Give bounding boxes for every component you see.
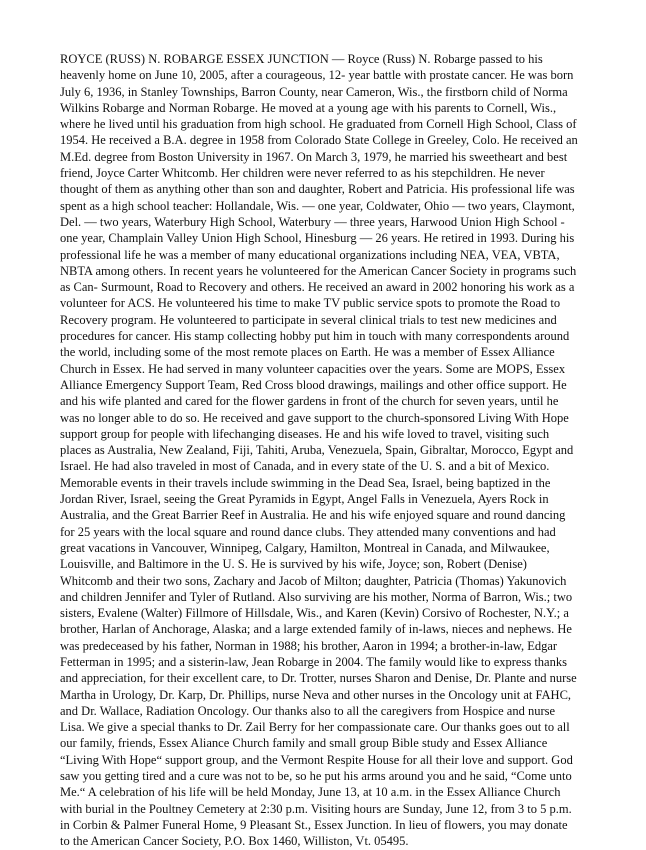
obituary-line: 1954. He received a B.A. degree in 1958 from Colorado State College in Greeley, Colo. He received an <box>60 133 578 148</box>
obituary-line: sisters, Evalene (Walter) Fillmore of Hillsdale, Wis., and Karen (Kevin) Corsivo of Rochester, N.Y.; a <box>60 606 569 621</box>
obituary-line: M.Ed. degree from Boston University in 1967. On March 3, 1979, he married his sweetheart and best <box>60 149 568 164</box>
obituary-line: places as Australia, New Zealand, Fiji, Tahiti, Aruba, Venezuela, Spain, Gibraltar, Morocco, Egypt and <box>60 443 574 458</box>
obituary-line: NBTA among others. In recent years he volunteered for the American Cancer Society in programs such <box>60 263 577 278</box>
obituary-line: Alliance Emergency Support Team, Red Cross blood drawings, mailings and other office support. He <box>60 377 567 392</box>
obituary-line: support group for people with lifechanging diseases. He and his wife loved to travel, visiting such <box>60 426 550 441</box>
obituary-line: and Dr. Wallace, Radiation Oncology. Our thanks also to all the caregivers from Hospice and nurse <box>60 703 556 718</box>
obituary-text <box>60 51 620 850</box>
obituary-line: July 6, 1936, in Stanley Townships, Barron County, near Cameron, Wis., the firstborn child of Norma <box>60 84 568 99</box>
obituary-line: procedures for cancer. His stamp collecting hobby put him in touch with many correspondents around <box>60 329 570 344</box>
obituary-line: Memorable events in their travels include swimming in the Dead Sea, Israel, being baptized in the <box>60 475 551 490</box>
obituary-line: where he lived until his graduation from high school. He graduated from Cornell High School, Class of <box>60 117 577 132</box>
obituary-line: and his wife planted and cared for the flower gardens in front of the church for seven years, until he <box>60 394 559 409</box>
obituary-line: volunteer for ACS. He volunteered his time to make TV public service spots to promote the Road to <box>60 296 561 311</box>
obituary-line: Church in Essex. He had served in many volunteer capacities over the years. Some are MOPS, Essex <box>60 361 566 376</box>
obituary-line: one year, Champlain Valley Union High School, Hinesburg — 26 years. He retired in 1993. During his <box>60 231 575 246</box>
obituary-line: was no longer able to do so. He received and gave support to the church-sponsored Living With Hope <box>60 410 569 425</box>
obituary-line: Wilkins Robarge and Norman Robarge. He moved at a young age with his parents to Cornell, Wis., <box>60 100 557 115</box>
obituary-line: Lisa. We give a special thanks to Dr. Zail Berry for her compassionate care. Our thanks goes out to all <box>60 720 570 735</box>
obituary-line: and children Jennifer and Tyler of Rutland. Also surviving are his mother, Norma of Barron, Wis.; two <box>60 589 573 604</box>
obituary-line: Fetterman in 1995; and a sisterin-law, Jean Robarge in 2004. The family would like to express thanks <box>60 654 567 669</box>
obituary-line: the world, including some of the most remote places on Earth. He was a member of Essex Alliance <box>60 345 555 360</box>
obituary-line: Australia, and the Great Barrier Reef in Australia. He and his wife enjoyed square and round dancing <box>60 508 566 523</box>
obituary-line: for 25 years with the local square and round dance clubs. They attended many conventions and had <box>60 524 556 539</box>
obituary-line: “Living With Hope“ support group, and the Vermont Respite House for all their love and support. God <box>60 752 573 767</box>
obituary-line: to the American Cancer Society, P.O. Box 1460, Williston, Vt. 05495. <box>60 834 409 849</box>
obituary-line: Del. — two years, Waterbury High School, Waterbury — three years, Harwood Union High School - <box>60 214 565 229</box>
obituary-line: Israel. He had also traveled in most of Canada, and in every state of the U. S. and a bit of Mexico. <box>60 459 550 474</box>
obituary-line: Me.“ A celebration of his life will be held Monday, June 13, at 10 a.m. in the Essex Alliance Church <box>60 785 561 800</box>
obituary-line: friend, Joyce Carter Whitcomb. Her children were never referred to as his stepchildren. He never <box>60 166 545 181</box>
obituary-line: Jordan River, Israel, seeing the Great Pyramids in Egypt, Angel Falls in Venezuela, Ayers Rock in <box>60 492 549 507</box>
obituary-line: with burial in the Poultney Cemetery at 2:30 p.m. Visiting hours are Sunday, June 12, from 3 to 5 p.m. <box>60 801 572 816</box>
obituary-line: Recovery program. He volunteered to participate in several clinical trials to test new medicines and <box>60 312 557 327</box>
obituary-line: Whitcomb and their two sons, Zachary and Jacob of Milton; daughter, Patricia (Thomas) Yakunovich <box>60 573 567 588</box>
obituary-line: Louisville, and Baltimore in the U. S. He is survived by his wife, Joyce; son, Robert (Denise) <box>60 557 527 572</box>
obituary-line: thought of them as anything other than son and daughter, Robert and Patricia. His professional life was <box>60 182 575 197</box>
obituary-line: in Corbin & Palmer Funeral Home, 9 Pleasant St., Essex Junction. In lieu of flowers, you may donate <box>60 817 568 832</box>
obituary-line: ROYCE (RUSS) N. ROBARGE ESSEX JUNCTION — Royce (Russ) N. Robarge passed to his <box>60 52 543 66</box>
obituary-line: our family, friends, Essex Aliance Church family and small group Bible study and Essex Alliance <box>60 736 548 751</box>
obituary-line: Martha in Urology, Dr. Karp, Dr. Phillips, nurse Neva and other nurses in the Oncology unit at FAHC, <box>60 687 572 702</box>
obituary-line: as Can- Surmount, Road to Recovery and others. He received an award in 2002 honoring his work as a <box>60 280 575 295</box>
obituary-line: heavenly home on June 10, 2005, after a courageous, 12- year battle with prostate cancer. He was born <box>60 68 574 83</box>
obituary-line: and appreciation, for their excellent care, to Dr. Trotter, nurses Sharon and Denise, Dr. Plante and nurse <box>60 671 577 686</box>
obituary-line: spent as a high school teacher: Hollandale, Wis. — one year, Coldwater, Ohio — two years, Claymont, <box>60 198 575 213</box>
obituary-line: saw you getting tired and a cure was not to be, so he put his arms around you and he said, “Come unto <box>60 769 572 784</box>
obituary-line: great vacations in Vancouver, Winnipeg, Calgary, Hamilton, Montreal in Canada, and Milwaukee, <box>60 540 550 555</box>
obituary-line: was predeceased by his father, Norman in 1988; his brother, Aaron in 1994; a brother-in-law, Edgar <box>60 638 558 653</box>
obituary-line: brother, Harlan of Anchorage, Alaska; and a large extended family of in-laws, nieces and nephews. He <box>60 622 572 637</box>
obituary-line: professional life he was a member of many educational organizations including NEA, VEA, VBTA, <box>60 247 560 262</box>
